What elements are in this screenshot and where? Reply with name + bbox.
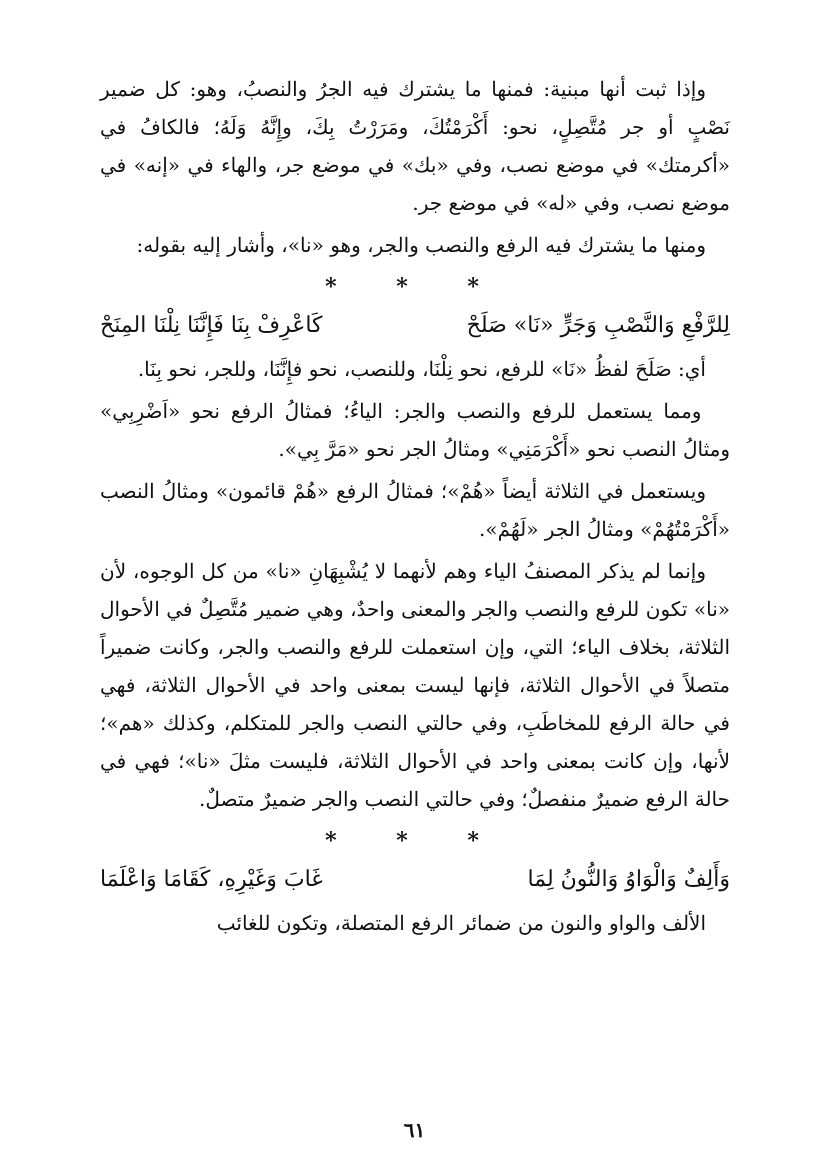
text-line: النصب «أَكْرَمْتُهُمْ» ومثالُ الجر «لَهُمْ». bbox=[100, 479, 730, 541]
text-line: ومما يستعمل للرفع والنصب والجر: الياءُ؛ فمثالُ الرفع نحو «اَضْرِبِي» bbox=[100, 399, 702, 423]
text-line: والنصب والجر، وكانت ضميراً متصلاً في الأحوال الثلاثة، فإنها ليست bbox=[100, 635, 731, 697]
paragraph-reason bbox=[100, 552, 730, 818]
text-line: حالتي النصب والجر ضميرٌ متصلٌ. bbox=[199, 787, 473, 811]
text-line: وإذا ثبت أنها مبنية: فمنها ما يشترك فيه الجرُ والنصبُ، وهو: كل bbox=[145, 77, 706, 101]
page-number: ٦١ bbox=[403, 1118, 426, 1142]
section-separator: * * * bbox=[325, 274, 505, 300]
text-line: الألف والواو والنون من ضمائر الرفع المتصلة، وتكون للغائب bbox=[216, 911, 706, 935]
text-line: الأحوال الثلاثة، فليست مثلَ «نا»؛ فهي في حالة الرفع ضميرٌ منفصلٌ؛ وفي bbox=[100, 749, 730, 811]
text-line: بمعنى واحد في الأحوال الثلاثة، فهي في حالة الرفع للمخاطَبِ، وفي حالتي bbox=[100, 673, 730, 735]
verse-second-hemistich: كَاعْرِفْ بِنَا فَإِنَّنَا نِلْنَا المِنَحْ bbox=[100, 313, 323, 338]
verse-second-hemistich: غَابَ وَغَيْرِهِ، كَقَامَا وَاعْلَمَا bbox=[100, 867, 323, 892]
text-line: في موضع نصب، وفي «له» في موضع جر. bbox=[100, 153, 730, 215]
text-line: وإنما لم يذكر المصنفُ الياء وهم لأنهما لا يُشْبِهَانِ «نا» من كل bbox=[194, 559, 707, 583]
paragraph-hum bbox=[100, 472, 730, 548]
text-line: ومنها ما يشترك فيه الرفع والنصب والجر، وهو «نا»، وأشار إليه بقوله: bbox=[136, 233, 706, 257]
text-line: ومثالُ النصب نحو «أَكْرَمَنِي» ومثالُ الجر نحو «مَرَّ بِي». bbox=[278, 437, 730, 461]
verse-first-hemistich: لِلرَّفْعِ وَالنَّصْبِ وَجَرٍّ «نَا» صَلَحْ bbox=[466, 313, 730, 338]
verse-line bbox=[100, 860, 730, 900]
text-line: في «أكرمتك» في موضع نصب، وفي «بك» في موضع جر، والهاء في «إنه» bbox=[100, 115, 730, 177]
text-line: الوجوه، لأن «نا» تكون للرفع والنصب والجر والمعنى واحدٌ، وهي ضمير bbox=[100, 559, 730, 621]
page-body bbox=[100, 70, 730, 946]
text-line: النصب والجر للمتكلم، وكذلك «هم»؛ لأنها، وإن كانت بمعنى واحد في bbox=[100, 711, 730, 773]
verse-line bbox=[100, 306, 730, 346]
paragraph-mabniyya bbox=[100, 70, 730, 222]
paragraph-intro-verse bbox=[100, 226, 730, 264]
verse-first-hemistich: وَأَلِفٌ وَالْوَاوُ وَالنُّونُ لِمَا bbox=[527, 867, 730, 892]
text-line: مُتَّصِلٌ في الأحوال الثلاثة، بخلاف الياء؛ التي، وإن استعملت للرفع bbox=[100, 597, 730, 659]
text-line: ويستعمل في الثلاثة أيضاً «هُمْ»؛ فمثالُ الرفع «هُمْ قائمون» ومثالُ bbox=[154, 479, 706, 503]
paragraph-alif-waw-nun bbox=[100, 904, 730, 942]
paragraph-ya bbox=[100, 392, 730, 468]
text-line: أي: صَلَحَ لفظُ «نَا» للرفع، نحو نِلْنَا، وللنصب، نحو فإِنَّنَا، وللجر، نحو بِنَا. bbox=[137, 357, 706, 381]
text-line: ضمير نَصْبٍ أو جر مُتَّصِلٍ، نحو: أَكْرَمْتُكَ، ومَرَرْتُ بِكَ، وإِنَّهُ وَلَهُ؛ فالكافُ bbox=[100, 77, 730, 139]
paragraph-explanation bbox=[100, 350, 730, 388]
section-separator: * * * bbox=[325, 828, 505, 854]
